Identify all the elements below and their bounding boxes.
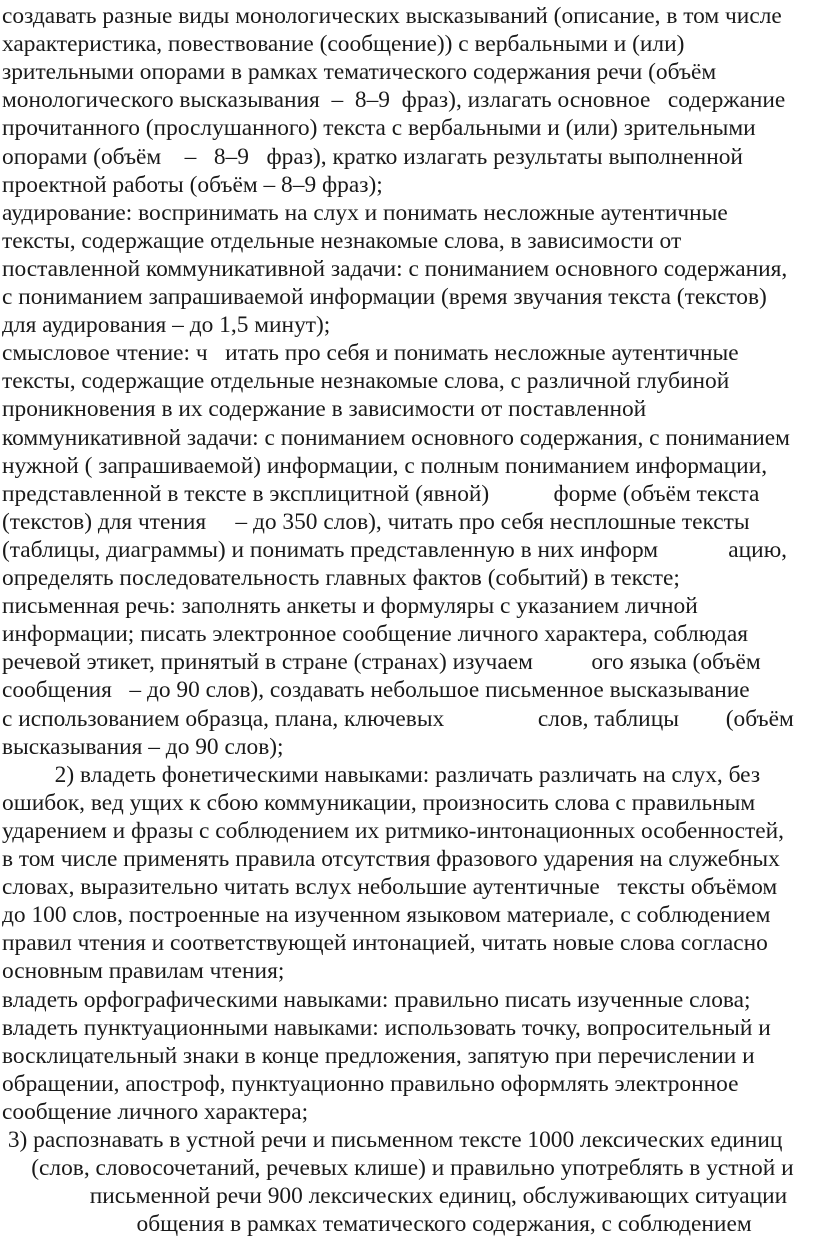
text-line: тексты, содержащие отдельные незнакомые слова, в зависимости от (2, 227, 682, 254)
text-line: словах, выразительно читать вслух небольшие аутентичные тексты объёмом (2, 874, 778, 901)
text-line: зрительными опорами в рамках тематического содержания речи (объём (2, 59, 717, 86)
text-line: характеристика, повествование (сообщение)) с вербальными и (или) (2, 31, 685, 58)
text-line: высказывания – до 90 слов); (2, 733, 284, 760)
text-line: тексты, содержащие отдельные незнакомые слова, с различной глубиной (2, 368, 730, 395)
text-line: (таблицы, диаграммы) и понимать представленную в них информ ацию, (2, 536, 788, 563)
text-line: владеть орфографическими навыками: правильно писать изученные слова; (2, 986, 751, 1013)
text-line: письменная речь: заполнять анкеты и формуляры с указанием личной (2, 593, 698, 620)
text-line: основным правилам чтения; (2, 958, 285, 985)
text-line: проектной работы (объём – 8–9 фраз); (2, 171, 383, 198)
text-line: правил чтения и соответствующей интонацией, читать новые слова согласно (2, 930, 768, 957)
text-line: для аудирования – до 1,5 минут); (2, 312, 331, 339)
text-line: ударением и фразы с соблюдением их ритмико-интонационных особенностей, (2, 817, 785, 844)
text-line: создавать разные виды монологических высказываний (описание, в том числе (2, 3, 782, 29)
text-line: в том числе применять правила отсутствия фразового ударения на служебных (2, 846, 780, 872)
text-line: информации; писать электронное сообщение личного характера, соблюдая (2, 621, 748, 648)
text-line: письменной речи 900 лексических единиц, обслуживающих ситуации (2, 1183, 788, 1210)
text-line: владеть пунктуационными навыками: использовать точку, вопросительный и (2, 1014, 771, 1041)
text-line: прочитанного (прослушанного) текста с вербальными и (или) зрительными (2, 115, 756, 142)
text-line: опорами (объём – 8–9 фраз), кратко излагать результаты выполненной (2, 143, 743, 170)
text-line: смысловое чтение: ч итать про себя и понимать несложные аутентичные (2, 340, 739, 367)
text-line: поставленной коммуникативной задачи: с пониманием основного содержания, (2, 255, 788, 282)
text-line: коммуникативной задачи: с пониманием основного содержания, с пониманием (2, 424, 790, 451)
text-line: представленной в тексте в эксплицитной (явной) форме (объём текста (2, 480, 760, 507)
text-line: (текстов) для чтения – до 350 слов), читать про себя несплошные тексты (2, 508, 750, 535)
text-line: сообщения – до 90 слов), создавать небольшое письменное высказывание (2, 677, 750, 704)
text-line: обращении, апостроф, пунктуационно правильно оформлять электронное (2, 1070, 739, 1097)
text-line: общения в рамках тематического содержания, с соблюдением (2, 1211, 752, 1238)
text-line: 3) распознавать в устной речи и письменном тексте 1000 лексических единиц (2, 1127, 783, 1153)
text-line: с пониманием запрашиваемой информации (время звучания текста (текстов) (2, 284, 767, 310)
text-line: ошибок, вед ущих к сбою коммуникации, произносить слова с правильным (2, 789, 756, 816)
text-line: сообщение личного характера; (2, 1098, 309, 1125)
text-line: проникновения в их содержание в зависимости от поставленной (2, 396, 647, 423)
text-line: речевой этикет, принятый в стране (странах) изучаем ого языка (объём (2, 649, 761, 676)
text-line: определять последовательность главных фактов (событий) в тексте; (2, 565, 680, 591)
text-line: до 100 слов, построенные на изученном языковом материале, с соблюдением (2, 902, 771, 929)
text-line: восклицательный знаки в конце предложения, запятую при перечислении и (2, 1042, 755, 1069)
text-line: с использованием образца, плана, ключевых слов, таблицы (объём (2, 705, 794, 732)
text-line: 2) владеть фонетическими навыками: различать различать на слух, без (2, 761, 761, 788)
text-line: аудирование: воспринимать на слух и понимать несложные аутентичные (2, 199, 728, 226)
text-line: (слов, словосочетаний, речевых клише) и правильно употреблять в устной и (2, 1155, 794, 1182)
text-line: нужной ( запрашиваемой) информации, с полным пониманием информации, (2, 452, 768, 479)
text-line: монологического высказывания – 8–9 фраз), излагать основное содержание (2, 87, 786, 114)
